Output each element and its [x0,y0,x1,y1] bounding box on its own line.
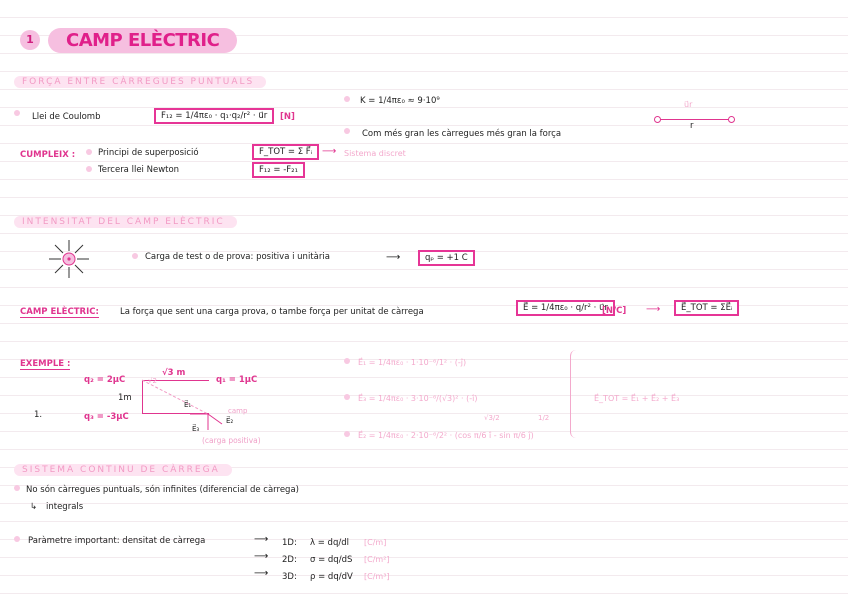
field-formula: E⃗ = 1/4πε₀ · q/r² · u⃗r [516,300,615,316]
more-charge-note: Com més gran les càrregues més gran la força [362,129,562,139]
lambda-formula: λ = dq/dl [310,538,349,548]
newton-item: Tercera llei Newton [98,165,180,175]
arrow-icon: ⟶ [254,534,269,545]
section-number: 1 [20,30,40,50]
rho-unit: [C/m³] [364,572,390,581]
k-value: K = 1/4πε₀ ≈ 9·10⁹ [360,96,440,106]
section-heading-intensitat: INTENSITAT DEL CAMP ELÈCTRIC [14,216,237,228]
diag-label: √2 [148,377,157,385]
eq-e2-top2: 1/2 [538,414,550,422]
eq-e2: E⃗₂ = 1/4πε₀ · 2·10⁻⁶/2² · (cos π/6 î - sin π/6 ĵ) [358,431,534,440]
eq-e1: E⃗₁ = 1/4πε₀ · 1·10⁻⁶/1² · (-ĵ) [358,358,467,367]
sigma-unit: [C/m²] [364,555,390,564]
side-top-label: √3 m [162,368,186,378]
dim-3d: 3D: [282,572,297,582]
bullet [132,253,138,259]
eq-total: E⃗_TOT = E⃗₁ + E⃗₂ + E⃗₃ [594,394,680,403]
bullet [14,536,20,542]
discrete-system-note: Sistema discret [344,149,406,158]
rho-formula: ρ = dq/dV [310,572,353,582]
test-charge-text: Carga de test o de prova: positiva i unitària [145,252,330,262]
q3-label: q₃ = -3μC [84,412,129,422]
bullet [344,394,350,400]
step-mark: 1. [34,410,43,420]
bullet [344,431,350,437]
coulomb-unit: [N] [280,112,295,122]
section-heading-continu: SISTEMA CONTINU DE CÀRREGA [14,464,232,476]
side-left-label: 1m [118,393,132,403]
arrow-icon: ⟶ [254,568,269,579]
eq-e3: E⃗₃ = 1/4πε₀ · 3·10⁻⁶/(√3)² · (-î) [358,394,478,403]
ur-label: u⃗r [684,100,693,109]
bullet [344,128,350,134]
sub-arrow-icon: ↳ [30,502,38,512]
bullet [344,358,350,364]
bullet [14,485,20,491]
bullet [14,110,20,116]
coulomb-formula: F₁₂ = 1/4πε₀ · q₁·q₂/r² · u⃗r [154,108,274,124]
arrow-icon: ⟶ [254,551,269,562]
section-heading-forca: FORÇA ENTRE CÀRREGUES PUNTUALS [14,76,266,88]
q2-label: q₂ = 2μC [84,375,126,385]
e2-label: E⃗₂ [226,417,234,425]
example-label: EXEMPLE : [20,359,71,369]
dim-2d: 2D: [282,555,297,565]
test-charge-icon [46,238,92,280]
r-label: r [690,121,694,131]
charge-dot [654,116,661,123]
lambda-unit: [C/m] [364,538,387,547]
camp-label: camp [228,407,248,415]
integrals-note: integrals [46,502,84,512]
brace [570,350,577,438]
bullet [86,166,92,172]
q1-label: q₁ = 1μC [216,375,258,385]
continuous-note: No són càrregues puntuals, són infinites (diferencial de càrrega) [26,485,299,495]
charge-dot [728,116,735,123]
camp-electric-label: CAMP ELÈCTRIC: [20,307,99,317]
arrow-icon: ⟶ [386,252,401,263]
e1-label: E⃗₁ [184,401,192,409]
qp-formula: qₚ = +1 C [418,250,475,266]
sigma-formula: σ = dq/dS [310,555,353,565]
coulomb-label: Llei de Coulomb [32,112,101,122]
distance-line [658,119,732,120]
compleix-label: CUMPLEIX : [20,150,76,160]
field-unit: [N/C] [602,306,627,316]
bullet [86,149,92,155]
arrow-icon: ⟶ [322,146,337,157]
arrow-icon: ⟶ [646,304,661,315]
newton-formula: F₁₂ = -F₂₁ [252,162,305,178]
superposition-formula: F_TOT = Σ F⃗ᵢ [252,144,319,160]
total-field-formula: E⃗_TOT = ΣE⃗ᵢ [674,300,739,316]
carga-label: (carga positiva) [202,436,261,445]
eq-e2-top: √3/2 [484,414,500,422]
page-title: CAMP ELÈCTRIC [48,28,237,53]
e3-label: E⃗₃ [192,425,200,433]
density-param: Paràmetre important: densitat de càrrega [28,536,206,546]
camp-definition: La força que sent una carga prova, o tambe força per unitat de càrrega [120,307,424,317]
bullet [344,96,350,102]
superposition-item: Principi de superposició [98,148,199,158]
dim-1d: 1D: [282,538,297,548]
